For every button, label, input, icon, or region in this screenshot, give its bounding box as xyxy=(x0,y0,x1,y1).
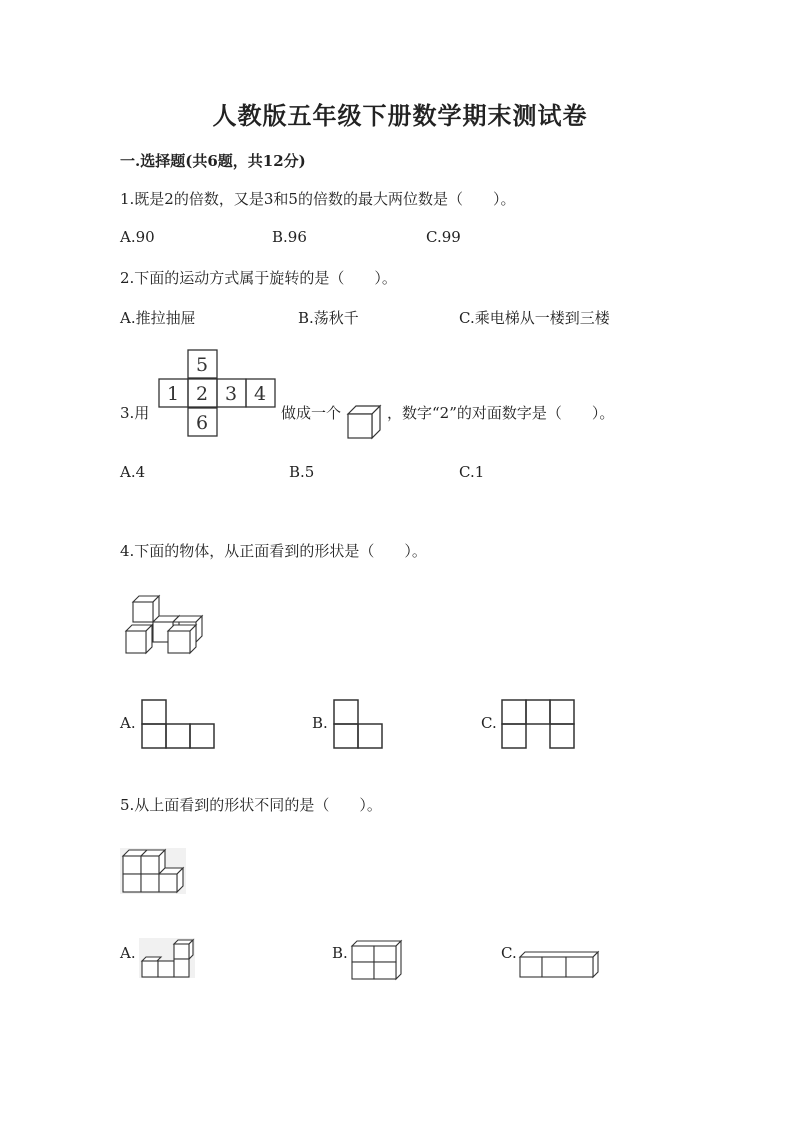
section-heading: 一.选择题(共6题，共12分) xyxy=(120,152,306,170)
question-4-option-c[interactable]: C. xyxy=(481,714,497,732)
question-4-option-a[interactable]: A. xyxy=(120,714,136,732)
question-5-option-b-shape xyxy=(350,939,404,981)
question-2-option-a[interactable]: A.推拉抽屉 xyxy=(120,309,196,327)
question-2-option-b[interactable]: B.荡秋千 xyxy=(298,309,359,327)
question-5-cube-object xyxy=(120,848,188,896)
question-2-text: 2.下面的运动方式属于旋转的是（ ）。 xyxy=(120,269,397,287)
question-4-option-b-shape xyxy=(333,699,385,751)
question-5-text: 5.从上面看到的形状不同的是（ ）。 xyxy=(120,796,382,814)
net-number-5: 5 xyxy=(195,354,209,376)
page-title: 人教版五年级下册数学期末测试卷 xyxy=(212,101,588,130)
cube-net-figure xyxy=(155,350,275,440)
question-2-option-c[interactable]: C.乘电梯从一楼到三楼 xyxy=(459,309,610,327)
net-number-4: 4 xyxy=(253,383,267,405)
net-number-6: 6 xyxy=(195,412,209,434)
question-1-text: 1.既是2的倍数，又是3和5的倍数的最大两位数是（ ）。 xyxy=(120,190,516,208)
net-number-3: 3 xyxy=(224,383,238,405)
question-3-option-a[interactable]: A.4 xyxy=(120,463,146,481)
question-3-middle: 做成一个 xyxy=(281,404,342,422)
question-1-option-a[interactable]: A.90 xyxy=(120,228,155,246)
question-1-option-c[interactable]: C.99 xyxy=(426,228,461,246)
question-3-option-c[interactable]: C.1 xyxy=(459,463,485,481)
question-4-option-c-shape xyxy=(501,699,577,751)
question-1-option-b[interactable]: B.96 xyxy=(272,228,307,246)
question-3-prefix: 3.用 xyxy=(120,404,150,422)
net-number-2: 2 xyxy=(195,383,209,405)
question-4-cube-object xyxy=(124,596,206,656)
question-4-text: 4.下面的物体，从正面看到的形状是（ ）。 xyxy=(120,542,427,560)
question-4-option-a-shape xyxy=(141,699,217,751)
question-5-option-a-shape xyxy=(139,938,197,980)
question-5-option-a[interactable]: A. xyxy=(120,944,136,962)
question-5-option-c-shape xyxy=(518,950,602,980)
question-3-suffix: ，数字“2”的对面数字是（ ）。 xyxy=(387,404,615,422)
cube-icon xyxy=(346,404,384,440)
question-4-option-b[interactable]: B. xyxy=(312,714,328,732)
question-3-option-b[interactable]: B.5 xyxy=(289,463,315,481)
question-5-option-b[interactable]: B. xyxy=(332,944,348,962)
question-5-option-c[interactable]: C. xyxy=(501,944,517,962)
net-number-1: 1 xyxy=(166,383,180,405)
